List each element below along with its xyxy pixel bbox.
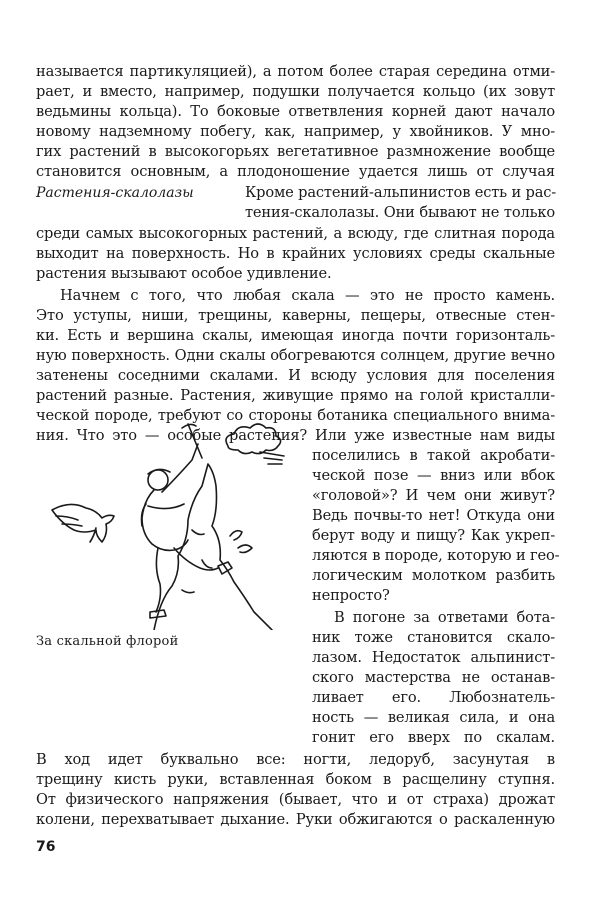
text-line: растений разные. Растения, живущие прямо на голой кристалли- bbox=[36, 387, 555, 404]
climber-head bbox=[148, 470, 168, 490]
rock-icon bbox=[154, 464, 272, 630]
text-line: гонит его вверх по скалам. bbox=[312, 729, 555, 746]
eagle-icon bbox=[52, 504, 114, 542]
text-line: становится основным, а плодоношение удается лишь от случая bbox=[36, 163, 555, 180]
plant-icon bbox=[230, 531, 252, 553]
text-line: затенены соседними скалами. И всюду условия для поселения bbox=[36, 367, 555, 384]
text-line: выходит на поверхность. Но в крайних условиях среды скальные bbox=[36, 245, 555, 262]
text-line: В погоне за ответами бота- bbox=[334, 609, 555, 626]
text-line: ского мастерства не останав- bbox=[312, 669, 555, 686]
ice-axe-icon bbox=[182, 424, 202, 458]
text-line: растения вызывают особое удивление. bbox=[36, 265, 332, 282]
text-line: непросто? bbox=[312, 587, 390, 604]
text-line: берут воду и пищу? Как укреп- bbox=[312, 527, 555, 544]
text-line: ческой породе, требуют со стороны ботаника специального внима- bbox=[36, 407, 555, 424]
text-line: ческой позе — вниз или вбок bbox=[312, 467, 555, 484]
text-line: ник тоже становится скало- bbox=[312, 629, 555, 646]
text-line: лазом. Недостаток альпинист- bbox=[312, 649, 555, 666]
figure-caption: За скальной флорой bbox=[36, 634, 179, 649]
text-line: ведьмины кольца). То боковые ответвления корней дают начало bbox=[36, 103, 555, 120]
text-line: ки. Есть и вершина скалы, имеющая иногда почти горизонталь- bbox=[36, 327, 555, 344]
text-line: ляются в породе, которую и гео- bbox=[312, 547, 560, 564]
text-line: тения-скалолазы. Они бывают не только bbox=[245, 204, 555, 221]
text-line: среди самых высокогорных растений, а всюду, где слитная порода bbox=[36, 225, 555, 242]
text-line: логическим молотком разбить bbox=[312, 567, 555, 584]
text-line: ния. Что это — особые растения? Или уже известные нам виды bbox=[36, 427, 555, 444]
text-line: поселились в такой акробати- bbox=[312, 447, 555, 464]
page-number: 76 bbox=[36, 839, 56, 855]
text-line: «головой»? И чем они живут? bbox=[312, 487, 555, 504]
text-line: Ведь почвы-то нет! Откуда они bbox=[312, 507, 555, 524]
climber-body bbox=[142, 490, 188, 550]
text-line: ность — великая сила, и она bbox=[312, 709, 555, 726]
text-line: В ход идет буквально все: ногти, ледоруб, засунутая в bbox=[36, 751, 555, 768]
text-line: трещину кисть руки, вставленная боком в расщелину ступня. bbox=[36, 771, 555, 788]
text-line: колени, перехватывает дыхание. Руки обжигаются о раскаленную bbox=[36, 811, 555, 828]
text-line: Начнем с того, что любая скала — это не просто камень. bbox=[60, 287, 555, 304]
text-line: Это уступы, ниши, трещины, каверны, пещеры, отвесные стен- bbox=[36, 307, 555, 324]
text-line: Кроме растений-альпинистов есть и рас- bbox=[245, 184, 557, 201]
text-line: От физического напряжения (бывает, что и от страха) дрожат bbox=[36, 791, 555, 808]
text-line: новому надземному побегу, как, например, у хвойников. У мно- bbox=[36, 123, 555, 140]
text-line: называется партикуляцией), а потом более старая середина отми- bbox=[36, 63, 555, 80]
text-line: гих растений в высокогорьях вегетативное размножение вообще bbox=[36, 143, 555, 160]
cloud-icon bbox=[226, 424, 281, 454]
section-heading: Растения-скалолазы bbox=[36, 185, 194, 201]
climber-illustration bbox=[42, 420, 304, 630]
text-line: ную поверхность. Одни скалы обогреваются солнцем, другие вечно bbox=[36, 347, 555, 364]
text-line: ливает его. Любознатель- bbox=[312, 689, 555, 706]
text-line: рает, и вместо, например, подушки получается кольцо (их зовут bbox=[36, 83, 555, 100]
